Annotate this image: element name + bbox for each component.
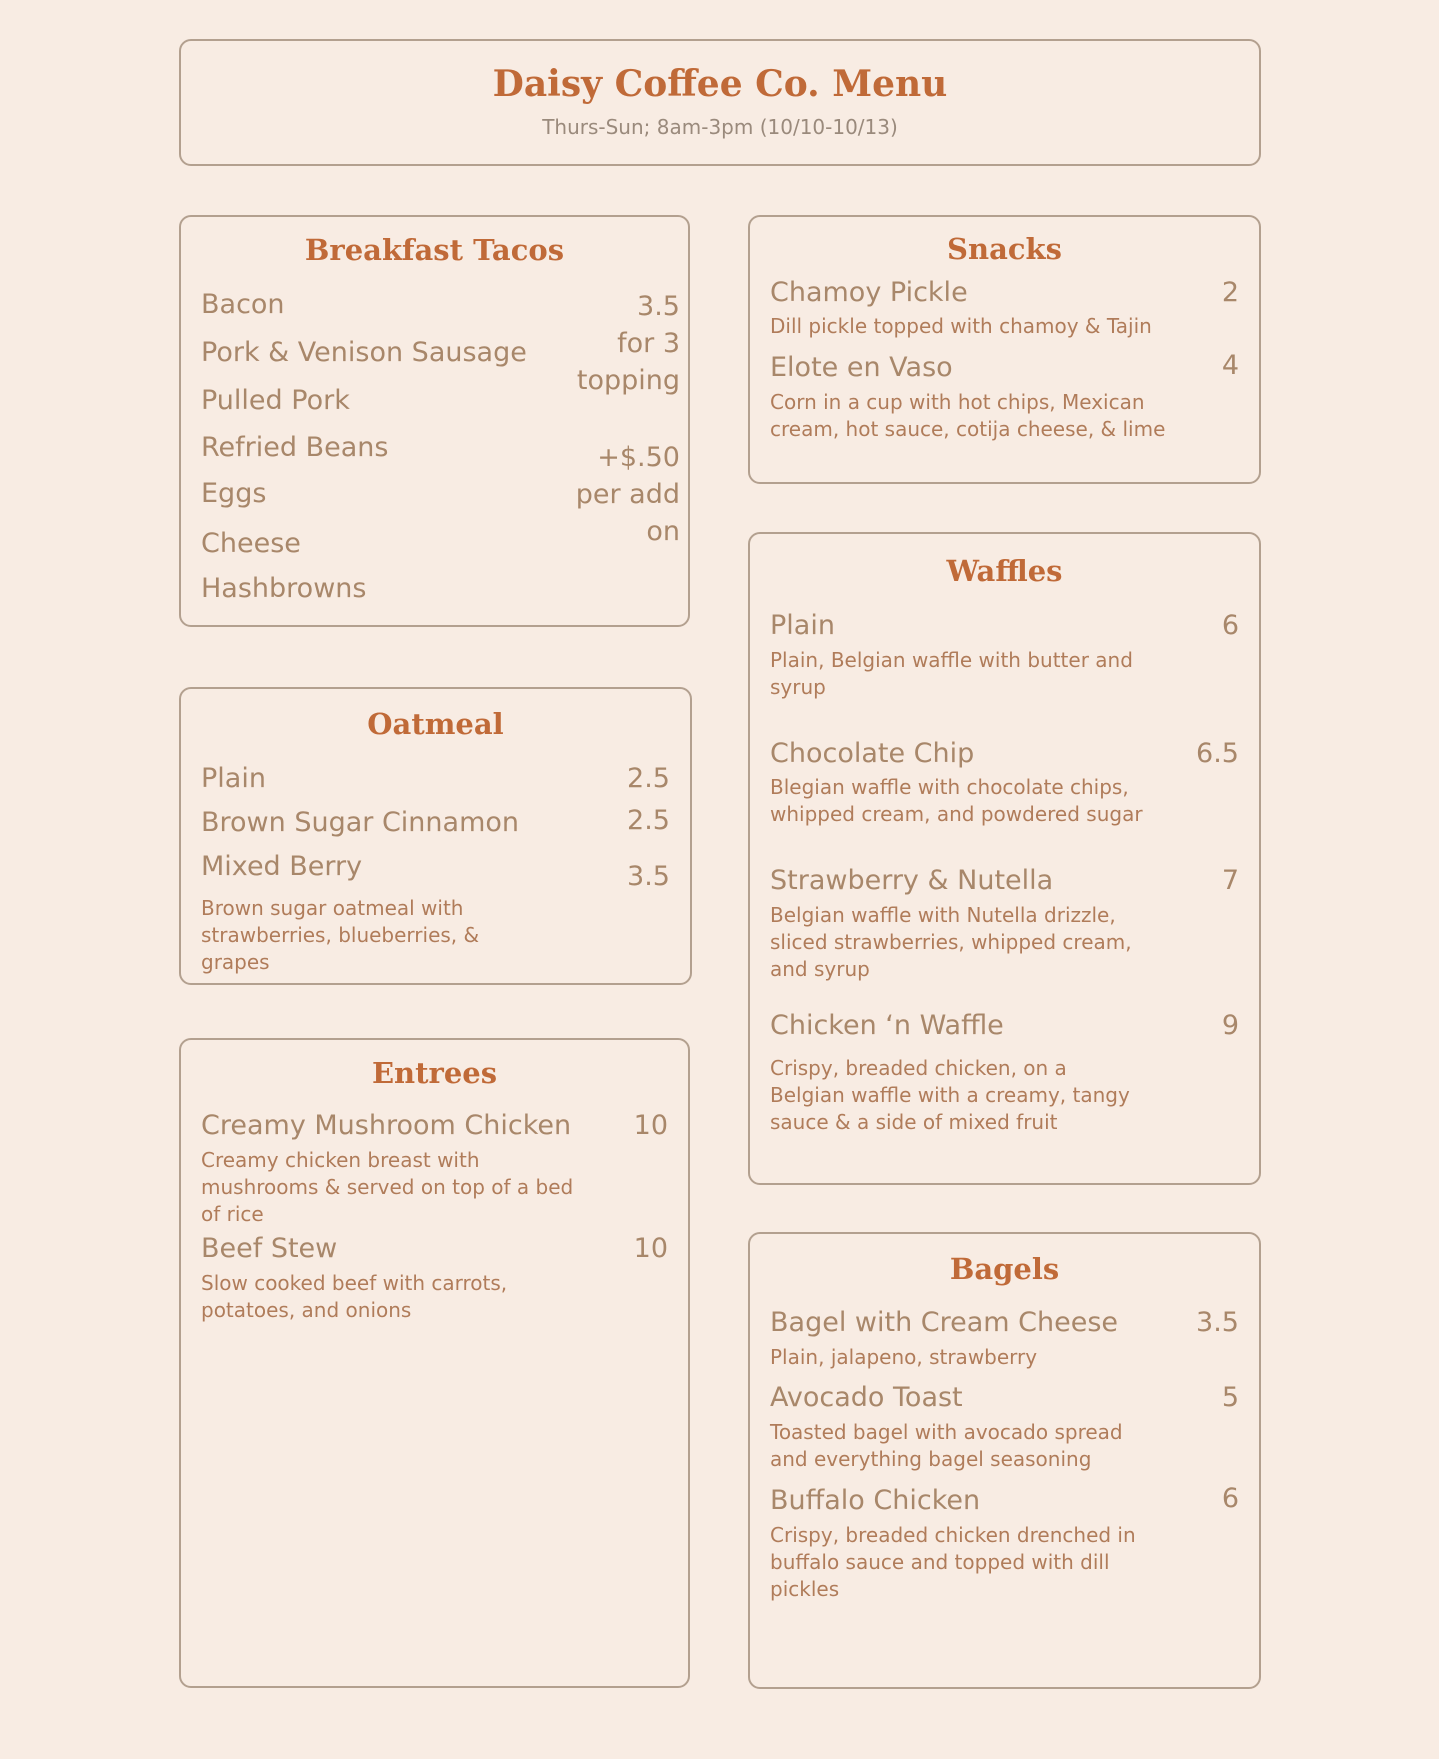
addon-line: +$.50 bbox=[597, 442, 680, 473]
item-name: Bagel with Cream Cheese bbox=[770, 1307, 1119, 1338]
item-name: Mixed Berry bbox=[201, 851, 363, 882]
item-description: Plain, Belgian waffle with butter and syrup bbox=[770, 648, 1133, 699]
section-title: Breakfast Tacos bbox=[304, 233, 565, 267]
section-title: Waffles bbox=[946, 554, 1063, 588]
item-price: 5 bbox=[1221, 1382, 1239, 1413]
menu-title: Daisy Coffee Co. Menu bbox=[492, 63, 948, 105]
taco-topping: Refried Beans bbox=[201, 432, 389, 463]
item-description: Blegian waffle with chocolate chips, whipped cream, and powdered sugar bbox=[770, 775, 1143, 826]
item-name: Avocado Toast bbox=[770, 1382, 963, 1413]
item-price: 2 bbox=[1221, 277, 1239, 308]
taco-topping: Eggs bbox=[201, 478, 267, 509]
addon-line: per add bbox=[575, 479, 680, 510]
item-name: Beef Stew bbox=[201, 1233, 338, 1264]
item-price: 9 bbox=[1221, 1010, 1239, 1041]
price-line: topping bbox=[576, 365, 680, 396]
item-price: 2.5 bbox=[627, 763, 670, 794]
entrees-section bbox=[179, 1038, 690, 1688]
taco-topping: Bacon bbox=[201, 289, 285, 320]
snacks-section bbox=[748, 215, 1261, 484]
item-description: Dill pickle topped with chamoy & Tajin bbox=[770, 314, 1152, 338]
item-price: 6 bbox=[1221, 1483, 1239, 1514]
taco-topping: Pork & Venison Sausage bbox=[201, 337, 527, 368]
item-price: 6 bbox=[1221, 610, 1239, 641]
addon-line: on bbox=[646, 516, 680, 547]
item-name: Elote en Vaso bbox=[770, 352, 953, 383]
menu-header bbox=[179, 39, 1261, 166]
item-name: Chicken ‘n Waffle bbox=[770, 1010, 1004, 1041]
item-name: Plain bbox=[770, 610, 835, 641]
item-price: 10 bbox=[633, 1233, 668, 1264]
item-price: 3.5 bbox=[1196, 1307, 1239, 1338]
item-description: Plain, jalapeno, strawberry bbox=[770, 1345, 1038, 1369]
item-name: Chocolate Chip bbox=[770, 738, 975, 769]
taco-addon-note bbox=[576, 439, 680, 550]
item-name: Strawberry & Nutella bbox=[770, 865, 1054, 896]
oatmeal-section bbox=[179, 687, 692, 985]
item-price: 4 bbox=[1221, 350, 1239, 381]
item-name: Brown Sugar Cinnamon bbox=[201, 807, 520, 838]
price-line: 3.5 bbox=[637, 291, 680, 322]
item-price: 6.5 bbox=[1196, 738, 1239, 769]
item-price: 3.5 bbox=[627, 861, 670, 892]
section-title: Entrees bbox=[371, 1056, 498, 1090]
item-price: 2.5 bbox=[627, 805, 670, 836]
waffles-section bbox=[748, 532, 1261, 1185]
item-price: 10 bbox=[633, 1110, 668, 1141]
item-description: Crispy, breaded chicken, on a Belgian waffle with a creamy, tangy sauce & a side of mixed fruit bbox=[770, 1056, 1130, 1134]
taco-price-note bbox=[577, 288, 680, 399]
item-description: Crispy, breaded chicken drenched in buffalo sauce and topped with dill pickles bbox=[770, 1523, 1136, 1601]
section-title: Oatmeal bbox=[367, 707, 504, 741]
item-name: Chamoy Pickle bbox=[770, 277, 968, 308]
item-description: Corn in a cup with hot chips, Mexican cream, hot sauce, cotija cheese, & lime bbox=[770, 390, 1166, 441]
section-title: Snacks bbox=[947, 232, 1062, 266]
item-description: Creamy chicken breast with mushrooms & served on top of a bed of rice bbox=[201, 1148, 574, 1226]
item-description: Brown sugar oatmeal with strawberries, blueberries, & grapes bbox=[201, 896, 480, 974]
price-line: for 3 bbox=[617, 328, 680, 359]
item-name: Buffalo Chicken bbox=[770, 1485, 981, 1516]
taco-topping: Pulled Pork bbox=[201, 385, 350, 416]
menu-hours: Thurs-Sun; 8am-3pm (10/10-10/13) bbox=[542, 115, 898, 139]
item-name: Plain bbox=[201, 763, 266, 794]
bagels-section bbox=[748, 1232, 1261, 1689]
item-description: Slow cooked beef with carrots, potatoes, and onions bbox=[201, 1271, 508, 1322]
taco-topping: Hashbrowns bbox=[201, 573, 367, 604]
item-price: 7 bbox=[1221, 865, 1239, 896]
item-description: Toasted bagel with avocado spread and everything bagel seasoning bbox=[770, 1420, 1123, 1471]
section-title: Bagels bbox=[949, 1252, 1060, 1286]
item-name: Creamy Mushroom Chicken bbox=[201, 1110, 572, 1141]
item-description: Belgian waffle with Nutella drizzle, sliced strawberries, whipped cream, and syrup bbox=[770, 903, 1132, 981]
taco-topping: Cheese bbox=[201, 528, 301, 559]
breakfast-tacos-section bbox=[179, 215, 690, 627]
